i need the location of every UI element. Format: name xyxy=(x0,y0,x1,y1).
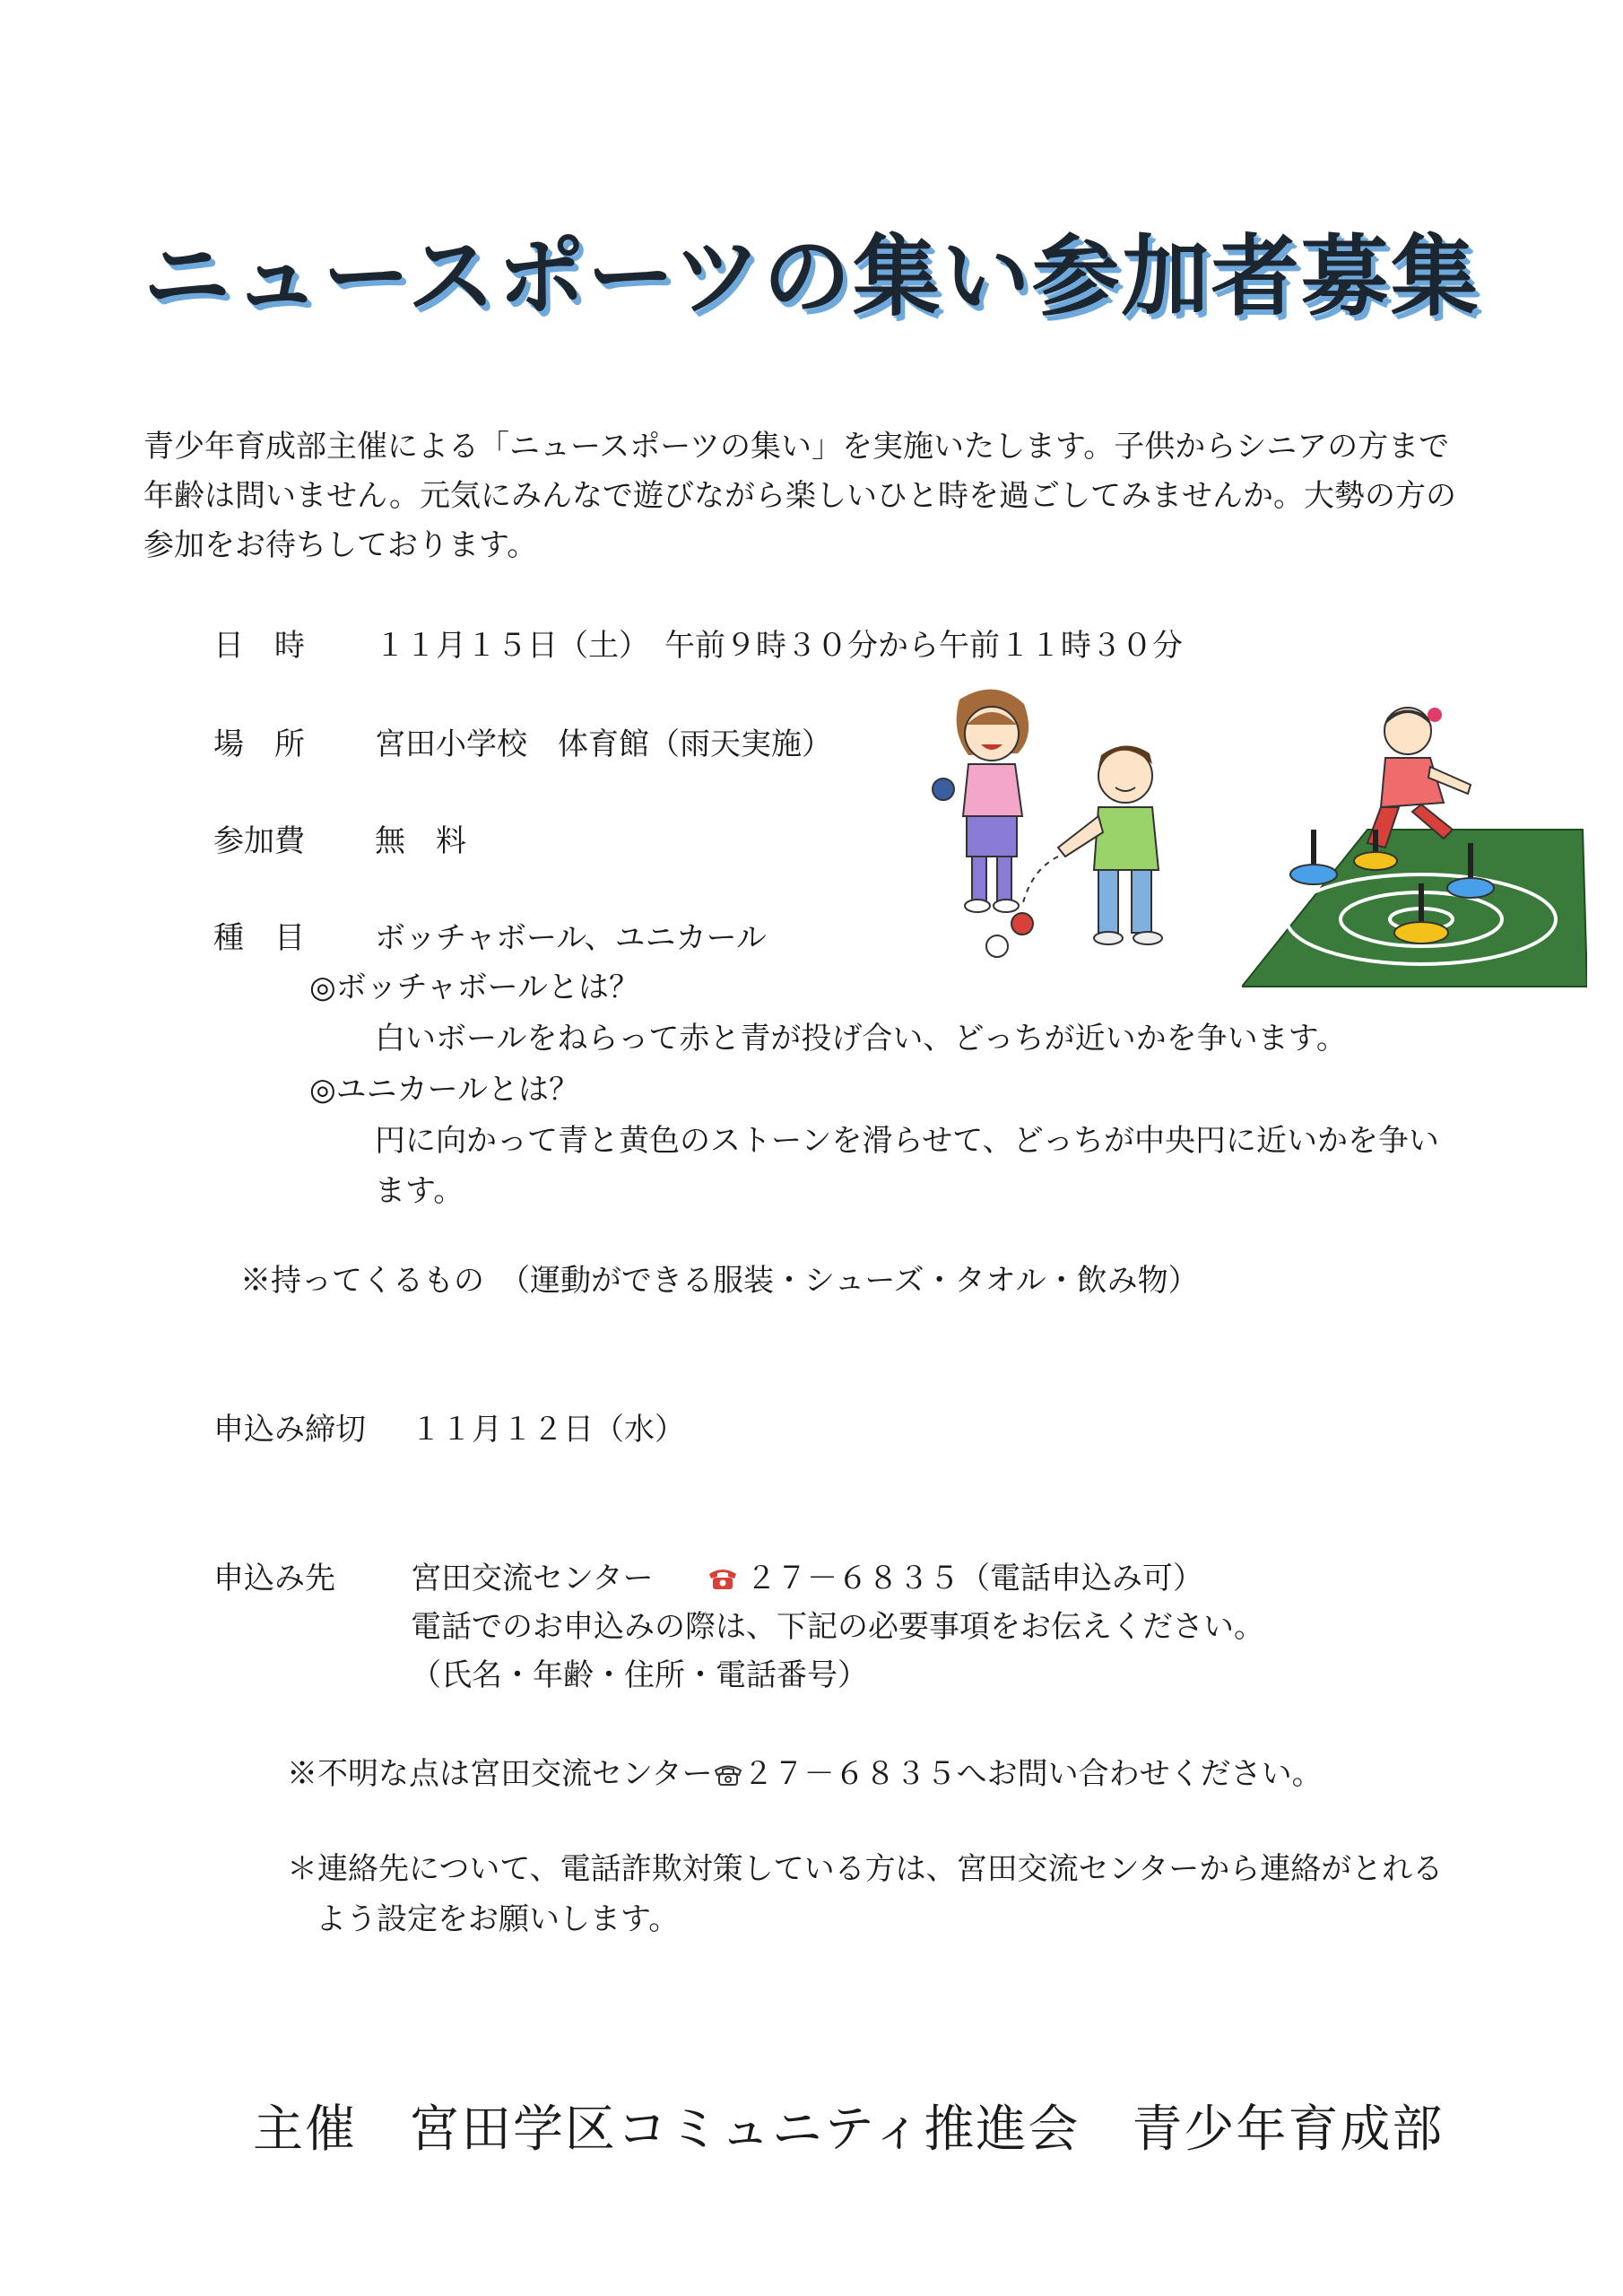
man-figure xyxy=(1058,745,1162,944)
intro-line-1: 青少年育成部主催による「ニュースポーツの集い」を実施いたします。子供からシニアの方まで xyxy=(143,429,1450,465)
deadline-value: １１月１２日（水） xyxy=(411,1412,685,1448)
datetime-value: １１月１５日（土） 午前９時３０分から午前１１時３０分 xyxy=(375,628,1183,664)
place-value: 宮田小学校 体育館（雨天実施） xyxy=(375,726,832,762)
event-value: ボッチャボール、ユニカール xyxy=(375,920,767,956)
bring-items: ※持ってくるもの （運動ができる服装・シューズ・タオル・飲み物） xyxy=(240,1263,1199,1299)
telephone-icon xyxy=(713,1762,743,1787)
unicurl-description-2: ます。 xyxy=(375,1173,464,1209)
fee-value: 無 料 xyxy=(375,823,466,859)
boccia-players-illustration xyxy=(924,682,1211,969)
woman-figure xyxy=(933,690,1028,912)
event-label: 種 目 xyxy=(213,920,305,956)
organizer-footer: 主催 宮田学区コミュニティ推進会 青少年育成部 xyxy=(253,2100,1445,2159)
apply-phone xyxy=(707,1553,1203,1597)
intro-line-2: 年齢は問いません。元気にみんなで遊びながら楽しいひと時を過ごしてみませんか。大勢の方の xyxy=(143,478,1457,514)
apply-place: 宮田交流センター xyxy=(411,1561,654,1596)
boccia-description: 白いボールをねらって赤と青が投げ合い、どっちが近いかを争います。 xyxy=(375,1021,1347,1057)
apply-note-1: 電話でのお申込みの際は、下記の必要事項をお伝えください。 xyxy=(411,1609,1264,1645)
red-ball-icon xyxy=(1011,913,1033,935)
telephone-icon xyxy=(707,1565,739,1592)
inquiry-suffix: ２７－６８３５へお問い合わせください。 xyxy=(742,1756,1323,1792)
place-label: 場 所 xyxy=(213,726,305,762)
unicurl-description-1: 円に向かって青と黄色のストーンを滑らせて、どっちが中央円に近いかを争い xyxy=(375,1123,1439,1159)
unicurl-illustration xyxy=(1242,695,1587,991)
apply-phone-number: ２７－６８３５（電話申込み可） xyxy=(746,1561,1203,1596)
page-title: ニュースポーツの集い参加者募集 xyxy=(143,226,1480,328)
fee-label: 参加費 xyxy=(213,823,305,859)
inquiry-prefix: ※不明な点は宮田交流センター xyxy=(287,1756,713,1792)
girl-figure xyxy=(1367,708,1471,848)
unicurl-heading: ◎ユニカールとは？ xyxy=(309,1072,579,1108)
boccia-heading: ◎ボッチャボールとは？ xyxy=(309,970,639,1005)
blue-stone-icon xyxy=(1290,830,1337,884)
inquiry-line xyxy=(287,1749,1323,1793)
caution-line-1: ＊連絡先について、電話詐欺対策している方は、宮田交流センターから連絡がとれる xyxy=(287,1851,1444,1887)
deadline-label: 申込み締切 xyxy=(213,1412,366,1448)
apply-label: 申込み先 xyxy=(213,1561,335,1596)
white-ball-icon xyxy=(986,935,1008,957)
datetime-label: 日 時 xyxy=(213,628,305,664)
caution-line-2: よう設定をお願いします。 xyxy=(316,1901,680,1937)
intro-line-3: 参加をお待ちしております。 xyxy=(143,527,538,563)
apply-note-2: （氏名・年齢・住所・電話番号） xyxy=(411,1657,868,1693)
